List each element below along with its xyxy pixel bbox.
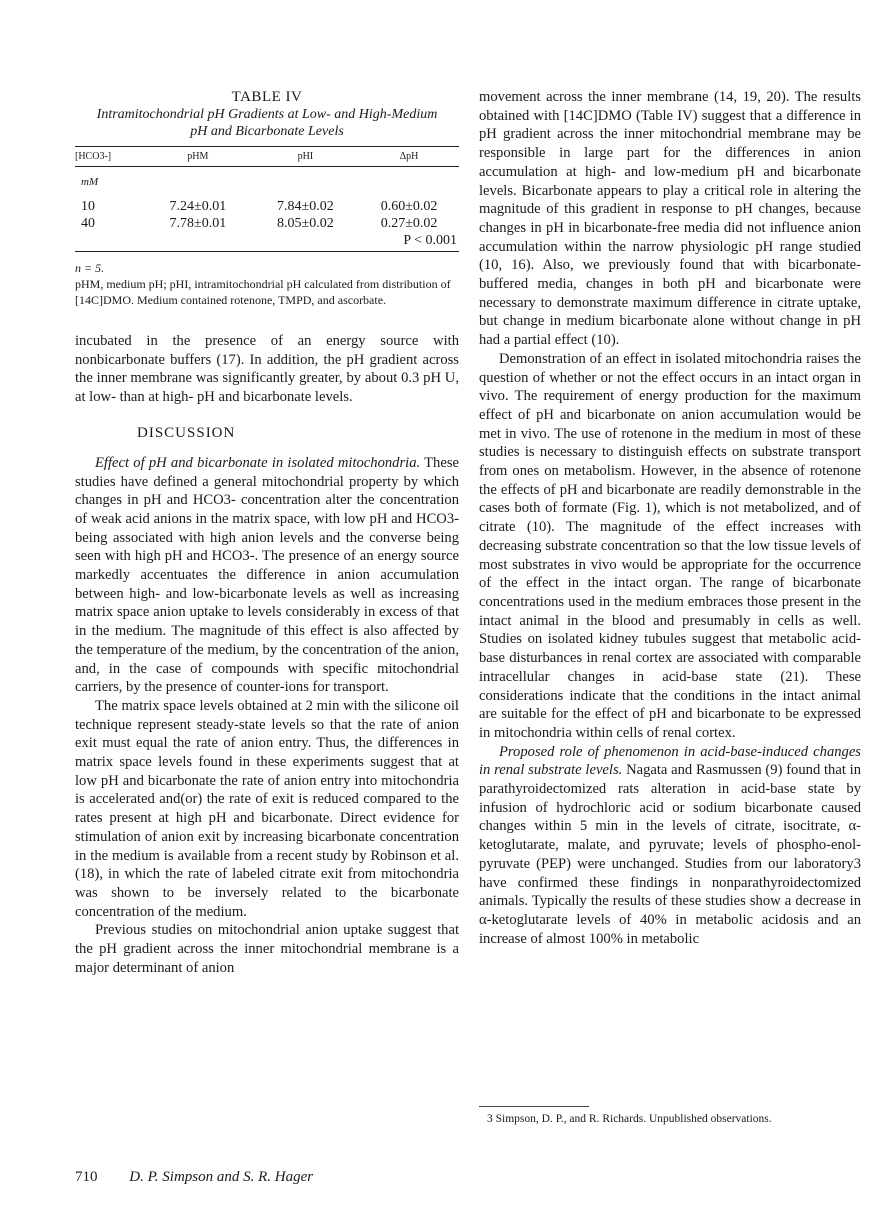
table-cell: 7.84±0.02 [277, 198, 334, 214]
header-phi: pHI [252, 147, 360, 167]
paragraph-right-2: Demonstration of an effect in isolated mitochondria raises the question of whether or not the effect occurs in an intact organ in vivo. The requirement of energy production for the maximum effect of pH and bicarbonate on anion accumulation would be met in vivo. The use of rotenone in the medium in most of these studies is necessary to distinguish effects on substrate transport from ones on metabolism. However, in the absence of rotenone the effects of pH and bicarbonate are readily demonstrable in the cases both of formate (Fig. 1), which is not metabolized, and of citrate (10). The magnitude of the effect increases with decreasing substrate concentration so that the low tissue levels of most substrates in vivo would be appropriate for the occurrence of the effect in the intact organ. The range of bicarbonate concentrations used in the medium embraces those present in the intact animal in the blood and presumably in cells as well. Studies on isolated kidney tubules suggest that metabolic acid-base disturbances in renal cortex are associated with comparable intracellular changes in acid-base state (21). These considerations indicate that the conditions in the intact animal are suitable for the effect of pH and bicarbonate to be expressed in mitochondria within cells of renal cortex. [479, 350, 861, 741]
paragraph-right-1: movement across the inner membrane (14, 19, 20). The results obtained with [14C]DMO (Table IV) suggest that a difference in pH gradient across the inner mitochondrial membrane may be responsible in large part for the differences in anion accumulation at high- and low-medium pH and bicarbonate levels. Bicarbonate appears to play a critical role in altering the magnitude of this gradient in response to pH changes, because changes in pH in bicarbonate-free media did not influence anion accumulation within the narrow physiologic pH range studied (10, 16). Also, we previously found that with bicarbonate-buffered media, changes in both pH and bicarbonate were necessary to demonstrate maximum difference in citrate uptake, but change in medium bicarbonate alone without change in pH had a partial effect (10). [479, 89, 861, 349]
table-footnote-text: pHM, medium pH; pHI, intramitochondrial pH calculated from distribution of [14C]DMO. Medium contained rotenone, TMPD, and ascorbate. [75, 277, 451, 307]
table-cell: 0.27±0.02 [380, 215, 438, 231]
paragraph-discussion-1 [75, 454, 459, 697]
paragraph-right-3 [479, 743, 861, 949]
header-hco3: [HCO3-] [75, 147, 144, 167]
section-heading: DISCUSSION [137, 424, 236, 441]
table-caption-line2: pH and Bicarbonate Levels [190, 124, 344, 139]
paragraph-continued: incubated in the presence of an energy source with nonbicarbonate buffers (17). In addition, the pH gradient across the inner membrane was significantly greater, by about 0.3 pH U, at low- than at high- pH and bicarbonate levels. [75, 333, 459, 406]
table-cell: 7.78±0.01 [169, 215, 227, 231]
paragraph-text: Nagata and Rasmussen (9) found that in parathyroidectomized rats alteration in acid-base state by infusion of hydrochloric acid or sodium bicarbonate caused changes within 5 min in the levels of citrate, isocitrate, α-ketoglutarate, malate, and pyruvate; levels of phospho-enol-pyruvate (PEP) were unchanged. Studies from our laboratory3 have confirmed these findings in nonparathyroidectomized animals. Typically the results of these studies show a decrease in α-ketoglutarate levels of 40% in metabolic acidosis and an increase of almost 100% in metabolic [479, 762, 861, 947]
header-dph: ΔpH [359, 147, 459, 167]
table-caption-line1: Intramitochondrial pH Gradients at Low- and High-Medium [96, 107, 438, 122]
unit-row [75, 167, 459, 199]
left-column [75, 88, 459, 978]
p-value: P < 0.001 [75, 232, 459, 252]
data-table [75, 146, 459, 252]
unit-label: mM [81, 175, 99, 188]
table-title: TABLE IV [231, 89, 303, 105]
table-cell: 10 [81, 198, 95, 214]
paragraph-discussion-2: The matrix space levels obtained at 2 min with the silicone oil technique represent steady-state levels so that the rate of anion exit must equal the rate of anion entry. Thus, the differences in matrix space levels found in these experiments suggest that at low pH and bicarbonate the rate of anion entry into mitochondria is accelerated and(or) the rate of exit is reduced compared to the rates present at high pH and bicarbonate. Direct evidence for stimulation of anion exit by increasing bicarbonate concentration in the medium is available from a recent study by Robinson et al. (18), in which the rate of labeled citrate exit from mitochondria was shown to be inversely related to the bicarbonate concentration of the medium. [75, 697, 459, 920]
paragraph-text: These studies have defined a general mitochondrial property by which changes in pH and HCO3- concentration alter the concentration of weak acid anions in the matrix space, with low pH and HCO3- being associated with high anion levels and the converse being seen with high pH and HCO3-. The presence of an energy source markedly accentuates the difference in anion accumulation between high- and low-bicarbonate levels as well as increasing matrix space anion uptake to levels considerably in excess of that in the medium. The magnitude of this effect is also affected by the temperature of the medium, by the concentration of the anion, and, in the case of compounds with specific mitochondrial carriers, by the presence of counter-ions for transport. [75, 454, 459, 696]
paragraph-discussion-3: Previous studies on mitochondrial anion uptake suggest that the pH gradient across the inner mitochondrial membrane is a major determinant of anion [75, 922, 459, 976]
right-column [479, 88, 861, 948]
pvalue-row [75, 232, 459, 252]
table-header-row [75, 147, 459, 167]
running-authors: D. P. Simpson and S. R. Hager [129, 1169, 314, 1185]
table-row [75, 215, 459, 232]
table-iv [75, 88, 459, 308]
page-footer [75, 1169, 313, 1186]
subheading-isolated-mitochondria: Effect of pH and bicarbonate in isolated mitochondria. [95, 454, 421, 471]
table-footnote-n: n = 5. [75, 261, 105, 275]
table-cell: 8.05±0.02 [277, 215, 334, 231]
footnote: 3 Simpson, D. P., and R. Richards. Unpublished observations. [487, 1113, 772, 1125]
subheading-proposed-role: Proposed role of phenomenon in acid-base-induced changes in renal substrate levels. [479, 743, 861, 779]
table-row [75, 198, 459, 215]
table-cell: 0.60±0.02 [380, 198, 438, 214]
header-phm: pHM [144, 147, 252, 167]
table-cell: 7.24±0.01 [169, 198, 227, 214]
table-cell: 40 [81, 215, 95, 231]
table-caption [75, 106, 459, 140]
footnote-divider [479, 1106, 589, 1107]
page-number: 710 [75, 1169, 98, 1185]
